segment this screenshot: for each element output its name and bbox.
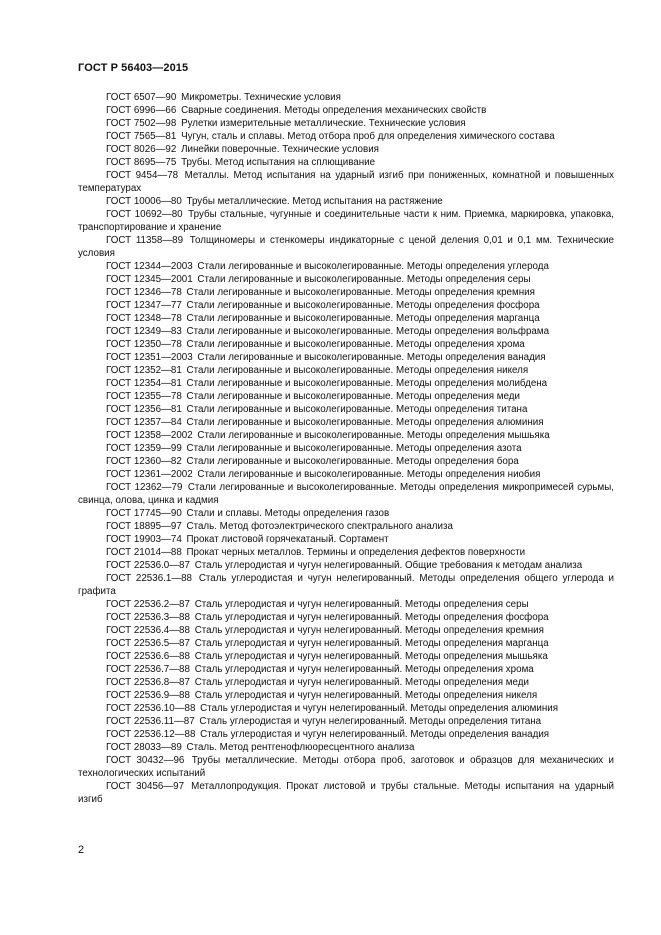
reference-item <box>78 260 614 273</box>
reference-code: ГОСТ 12362—79 <box>106 482 183 493</box>
reference-item <box>78 546 614 559</box>
reference-title: Прокат листовой горячекатаный. Сортамент <box>186 534 389 545</box>
reference-title: Сталь углеродистая и чугун нелегированный. Общие требования к методам анализа <box>194 560 583 571</box>
reference-code: ГОСТ 22536.3—88 <box>106 612 190 623</box>
reference-title: Сталь углеродистая и чугун нелегированный. Методы определения марганца <box>194 638 549 649</box>
reference-title: Стали легированные и высоколегированные. Методы определения вольфрама <box>186 326 550 337</box>
reference-title: Толщиномеры и стенкомеры индикаторные с ценой деления 0,01 и 0,1 мм. Технические условия <box>78 235 614 259</box>
reference-item <box>78 403 614 416</box>
reference-title: Сталь. Метод фотоэлектрического спектрального анализа <box>186 521 453 532</box>
reference-title: Сталь углеродистая и чугун нелегированный. Методы определения общего углерода и графита <box>78 573 614 597</box>
reference-item <box>78 364 614 377</box>
reference-title: Трубы стальные, чугунные и соединительные части к ним. Приемка, маркировка, упаковка, транспортирование и хранение <box>78 209 614 233</box>
reference-code: ГОСТ 30456—97 <box>106 781 185 792</box>
reference-item <box>78 195 614 208</box>
reference-item <box>78 455 614 468</box>
reference-code: ГОСТ 12344—2003 <box>106 261 193 272</box>
reference-code: ГОСТ 6507—90 <box>106 92 177 103</box>
reference-item <box>78 741 614 754</box>
reference-title: Стали легированные и высоколегированные. Методы определения ниобия <box>197 469 541 480</box>
reference-title: Стали легированные и высоколегированные. Методы определения марганца <box>186 313 540 324</box>
reference-title: Стали легированные и высоколегированные. Методы определения мышьяка <box>197 430 550 441</box>
reference-item <box>78 611 614 624</box>
reference-code: ГОСТ 12352—81 <box>106 365 182 376</box>
reference-code: ГОСТ 10006—80 <box>106 196 182 207</box>
reference-code: ГОСТ 12349—83 <box>106 326 182 337</box>
reference-title: Сталь углеродистая и чугун нелегированный. Методы определения мышьяка <box>194 651 548 662</box>
reference-code: ГОСТ 12357—84 <box>106 417 182 428</box>
reference-item <box>78 416 614 429</box>
reference-item <box>78 299 614 312</box>
reference-title: Линейки поверочные. Технические условия <box>181 144 379 155</box>
reference-title: Сталь углеродистая и чугун нелегированный. Методы определения никеля <box>194 690 538 701</box>
reference-code: ГОСТ 22536.11—87 <box>106 716 195 727</box>
reference-item <box>78 429 614 442</box>
reference-title: Микрометры. Технические условия <box>181 92 341 103</box>
reference-code: ГОСТ 7502—98 <box>106 118 177 129</box>
reference-title: Трубы металлические. Методы отбора проб, заготовок и образцов для механических и технологических испытаний <box>78 755 614 779</box>
reference-item <box>78 715 614 728</box>
reference-item <box>78 117 614 130</box>
reference-item <box>78 442 614 455</box>
reference-title: Сварные соединения. Методы определения механических свойств <box>181 105 487 116</box>
reference-code: ГОСТ 12345—2001 <box>106 274 193 285</box>
reference-title: Стали легированные и высоколегированные. Методы определения алюминия <box>186 417 544 428</box>
reference-code: ГОСТ 6996—66 <box>106 105 177 116</box>
reference-code: ГОСТ 22536.9—88 <box>106 690 190 701</box>
reference-title: Стали легированные и высоколегированные. Методы определения азота <box>186 443 522 454</box>
reference-item <box>78 624 614 637</box>
reference-title: Прокат черных металлов. Термины и определения дефектов поверхности <box>186 547 526 558</box>
reference-title: Стали легированные и высоколегированные. Методы определения ванадия <box>197 352 546 363</box>
reference-title: Стали легированные и высоколегированные. Методы определения никеля <box>186 365 529 376</box>
reference-title: Стали легированные и высоколегированные. Методы определения титана <box>186 404 528 415</box>
reference-title: Стали легированные и высоколегированные. Методы определения микропримесей сурьмы, свинца, олова, цинка и кадмия <box>78 482 614 506</box>
reference-item <box>78 169 614 195</box>
reference-code: ГОСТ 8026—92 <box>106 144 177 155</box>
reference-item <box>78 338 614 351</box>
reference-title: Стали легированные и высоколегированные. Методы определения углерода <box>197 261 549 272</box>
reference-item <box>78 377 614 390</box>
reference-code: ГОСТ 12361—2002 <box>106 469 193 480</box>
reference-title: Сталь углеродистая и чугун нелегированный. Методы определения хрома <box>194 664 534 675</box>
reference-code: ГОСТ 12351—2003 <box>106 352 193 363</box>
reference-item <box>78 390 614 403</box>
reference-code: ГОСТ 22536.4—88 <box>106 625 190 636</box>
reference-item <box>78 689 614 702</box>
reference-code: ГОСТ 12348—78 <box>106 313 182 324</box>
reference-title: Стали легированные и высоколегированные. Методы определения кремния <box>186 287 535 298</box>
reference-title: Стали легированные и высоколегированные. Методы определения фосфора <box>186 300 540 311</box>
reference-title: Сталь углеродистая и чугун нелегированный. Методы определения кремния <box>194 625 544 636</box>
reference-item <box>78 351 614 364</box>
document-header: ГОСТ Р 56403—2015 <box>78 62 189 74</box>
reference-code: ГОСТ 12358—2002 <box>106 430 193 441</box>
reference-code: ГОСТ 19903—74 <box>106 534 182 545</box>
reference-item <box>78 637 614 650</box>
reference-item <box>78 325 614 338</box>
reference-item <box>78 468 614 481</box>
reference-item <box>78 156 614 169</box>
reference-title: Чугун, сталь и сплавы. Метод отбора проб для определения химического состава <box>181 131 555 142</box>
normative-references-list <box>78 91 614 806</box>
reference-item <box>78 507 614 520</box>
reference-title: Трубы. Метод испытания на сплющивание <box>181 157 376 168</box>
reference-code: ГОСТ 28033—89 <box>106 742 182 753</box>
reference-title: Металлы. Метод испытания на ударный изгиб при пониженных, комнатной и повышенных температурах <box>78 170 614 194</box>
reference-code: ГОСТ 22536.10—88 <box>106 703 196 714</box>
reference-item <box>78 273 614 286</box>
reference-title: Стали легированные и высоколегированные. Методы определения хрома <box>186 339 525 350</box>
reference-item <box>78 130 614 143</box>
reference-item <box>78 481 614 507</box>
reference-code: ГОСТ 12347—77 <box>106 300 182 311</box>
reference-item <box>78 520 614 533</box>
reference-code: ГОСТ 18895—97 <box>106 521 182 532</box>
reference-item <box>78 572 614 598</box>
reference-code: ГОСТ 22536.5—87 <box>106 638 190 649</box>
reference-code: ГОСТ 22536.7—88 <box>106 664 190 675</box>
reference-item <box>78 104 614 117</box>
reference-code: ГОСТ 12355—78 <box>106 391 182 402</box>
reference-item <box>78 728 614 741</box>
reference-title: Сталь углеродистая и чугун нелегированный. Методы определения меди <box>194 677 529 688</box>
reference-item <box>78 559 614 572</box>
reference-code: ГОСТ 22536.2—87 <box>106 599 190 610</box>
reference-item <box>78 663 614 676</box>
reference-title: Сталь углеродистая и чугун нелегированный. Методы определения фосфора <box>194 612 549 623</box>
reference-code: ГОСТ 12354—81 <box>106 378 182 389</box>
reference-code: ГОСТ 22536.12—88 <box>106 729 196 740</box>
reference-title: Стали легированные и высоколегированные. Методы определения молибдена <box>186 378 548 389</box>
reference-item <box>78 312 614 325</box>
reference-item <box>78 676 614 689</box>
reference-item <box>78 533 614 546</box>
reference-code: ГОСТ 22536.8—87 <box>106 677 190 688</box>
reference-code: ГОСТ 22536.0—87 <box>106 560 190 571</box>
reference-item <box>78 234 614 260</box>
reference-code: ГОСТ 12360—82 <box>106 456 182 467</box>
reference-item <box>78 702 614 715</box>
reference-code: ГОСТ 8695—75 <box>106 157 177 168</box>
reference-title: Стали легированные и высоколегированные. Методы определения серы <box>197 274 531 285</box>
reference-item <box>78 650 614 663</box>
reference-title: Стали легированные и высоколегированные. Методы определения меди <box>186 391 520 402</box>
reference-title: Сталь углеродистая и чугун нелегированный. Методы определения ванадия <box>200 729 550 740</box>
reference-code: ГОСТ 30432—96 <box>106 755 185 766</box>
reference-code: ГОСТ 17745—90 <box>106 508 182 519</box>
reference-code: ГОСТ 21014—88 <box>106 547 182 558</box>
reference-title: Сталь. Метод рентгенофлюоресцентного анализа <box>186 742 415 753</box>
reference-code: ГОСТ 12350—78 <box>106 339 182 350</box>
reference-item <box>78 598 614 611</box>
reference-item <box>78 208 614 234</box>
page-number: 2 <box>78 844 85 856</box>
reference-item <box>78 754 614 780</box>
reference-item <box>78 780 614 806</box>
reference-title: Металлопродукция. Прокат листовой и трубы стальные. Методы испытания на ударный изгиб <box>78 781 614 805</box>
reference-code: ГОСТ 12346—78 <box>106 287 182 298</box>
reference-title: Стали и сплавы. Методы определения газов <box>186 508 390 519</box>
reference-code: ГОСТ 11358—89 <box>106 235 184 246</box>
reference-code: ГОСТ 12356—81 <box>106 404 182 415</box>
reference-title: Сталь углеродистая и чугун нелегированный. Методы определения алюминия <box>200 703 559 714</box>
reference-code: ГОСТ 9454—78 <box>106 170 179 181</box>
reference-code: ГОСТ 22536.1—88 <box>106 573 193 584</box>
reference-title: Рулетки измерительные металлические. Технические условия <box>181 118 466 129</box>
reference-code: ГОСТ 7565—81 <box>106 131 177 142</box>
reference-code: ГОСТ 10692—80 <box>106 209 183 220</box>
reference-title: Сталь углеродистая и чугун нелегированный. Методы определения титана <box>199 716 542 727</box>
reference-item <box>78 286 614 299</box>
reference-title: Сталь углеродистая и чугун нелегированный. Методы определения серы <box>194 599 529 610</box>
reference-item <box>78 91 614 104</box>
reference-code: ГОСТ 22536.6—88 <box>106 651 190 662</box>
reference-code: ГОСТ 12359—99 <box>106 443 182 454</box>
reference-title: Стали легированные и высоколегированные. Методы определения бора <box>186 456 519 467</box>
reference-title: Трубы металлические. Метод испытания на растяжение <box>186 196 443 207</box>
reference-item <box>78 143 614 156</box>
